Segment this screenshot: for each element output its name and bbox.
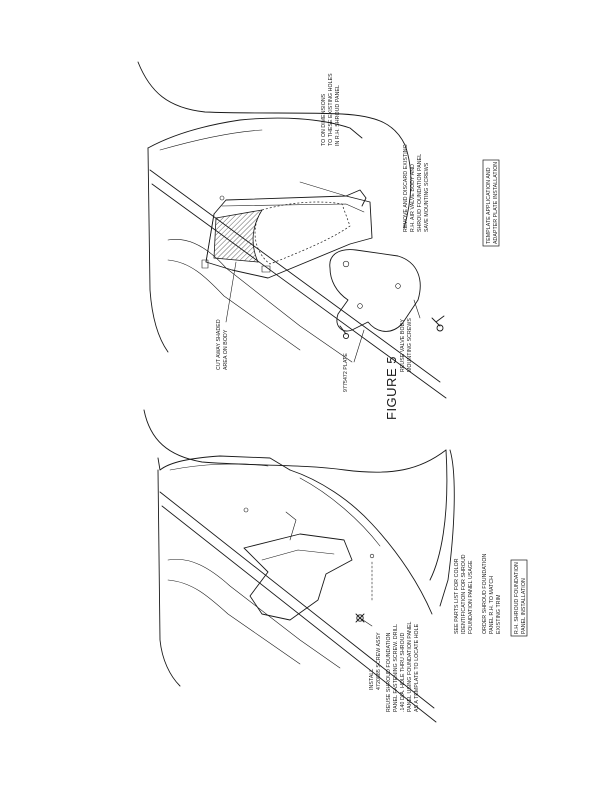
right-view-title-1: TEMPLATE APPLICATION AND [486, 167, 492, 244]
right-view-rail-upper [150, 170, 440, 382]
right-view-leader-holes [300, 182, 346, 196]
right-view-valve-bracket [346, 190, 366, 206]
note-order-1: ORDER SHROUD FOUNDATION [482, 553, 488, 634]
left-view-title-1: R.H. SHROUD FOUNDATION [514, 562, 520, 634]
right-view-title-2: ADAPTER PLATE INSTALLATION [493, 161, 499, 244]
note-reuse-shroud-1: REUSE SHROUD FOUNDATION [386, 632, 392, 712]
note-plate-part: 9775472 PLATE [343, 353, 349, 392]
note-reuse-valve-2: MOUNTING SCREWS [407, 318, 413, 372]
note-cut-away-1: CUT AWAY SHADED [216, 319, 222, 370]
note-reuse-shroud-3: .140 DIA. HOLE THRU SHROUD [400, 632, 406, 712]
right-view-plate-hole-3 [396, 284, 401, 289]
note-reuse-shroud-5: AS A TEMPLATE TO LOCATE HOLE [414, 623, 420, 712]
right-view-cowl-inner [160, 130, 262, 150]
note-see-parts-1: SEE PARTS LIST FOR COLOR [454, 558, 460, 634]
right-view-plate-hole-1 [343, 261, 349, 267]
note-install-screw-2: 4720885 SCREW ASSY [376, 632, 382, 690]
left-view-screw-leader [360, 618, 372, 626]
left-view-cowl-front [158, 470, 180, 686]
note-remove-2: R.H. AIR VALVE BODY AND [410, 163, 416, 232]
left-view-fender-edge [430, 450, 447, 580]
note-reuse-shroud-4: PANEL USING FOUNDATION PANEL [407, 621, 413, 712]
note-cut-away-2: AREA ON BODY [223, 329, 229, 370]
left-view-title-2: PANEL INSTALLATION [521, 578, 527, 634]
note-install-holes-3: IN R.H. SHROUD PANEL [335, 85, 341, 146]
right-view-cowl-front [148, 148, 168, 352]
right-view-leader-screws [414, 300, 420, 318]
note-see-parts-3: FOUNDATION PANEL USAGE [468, 560, 474, 634]
left-view-body-lower-2 [168, 580, 300, 664]
note-see-parts-2: IDENTIFICATION FOR SHROUD [461, 554, 467, 634]
right-view-screw-2 [340, 326, 346, 334]
note-install-holes-1: TO ON DIMENSIONS [321, 93, 327, 146]
left-view-panel-edge [262, 550, 334, 560]
note-order-2: PANEL R.H. TO MATCH [489, 575, 495, 634]
right-view-clip-2 [202, 260, 208, 268]
left-view-fender-outline [144, 410, 446, 472]
note-install-screw-1: INSTALL [369, 668, 375, 690]
right-view-labels [216, 73, 499, 392]
note-install-holes-2: TO THESE EXISTING HOLES [328, 73, 334, 146]
note-reuse-shroud-2: PANEL FASTENING SCREW. DRILL [393, 623, 399, 712]
right-view-hole-a [220, 196, 224, 200]
left-view-shroud-curve [290, 470, 432, 614]
note-reuse-valve-1: REUSE VALVE BODY [400, 318, 406, 372]
right-view-template-outline [255, 202, 350, 264]
figure-label: FIGURE 5 [384, 356, 399, 420]
note-order-3: EXISTING TRIM [496, 594, 502, 634]
left-view-hole-a [244, 508, 248, 512]
note-remove-1: REMOVE AND DISCARD EXISTING [403, 144, 409, 232]
right-view-screw-1 [432, 316, 444, 326]
right-view-plate-hole-2 [358, 304, 363, 309]
right-view-leader-cut [226, 262, 236, 322]
right-view-fender-outline [138, 62, 405, 145]
left-view-foundation-panel [244, 534, 352, 620]
right-view-body-lower [168, 239, 352, 362]
note-remove-4: SAVE MOUNTING SCREWS [424, 162, 430, 232]
note-remove-3: SHROUD FOUNDATION PANEL [417, 153, 423, 232]
right-view-shroud-top-edge [222, 204, 364, 212]
left-view-drill-hole [370, 554, 374, 558]
